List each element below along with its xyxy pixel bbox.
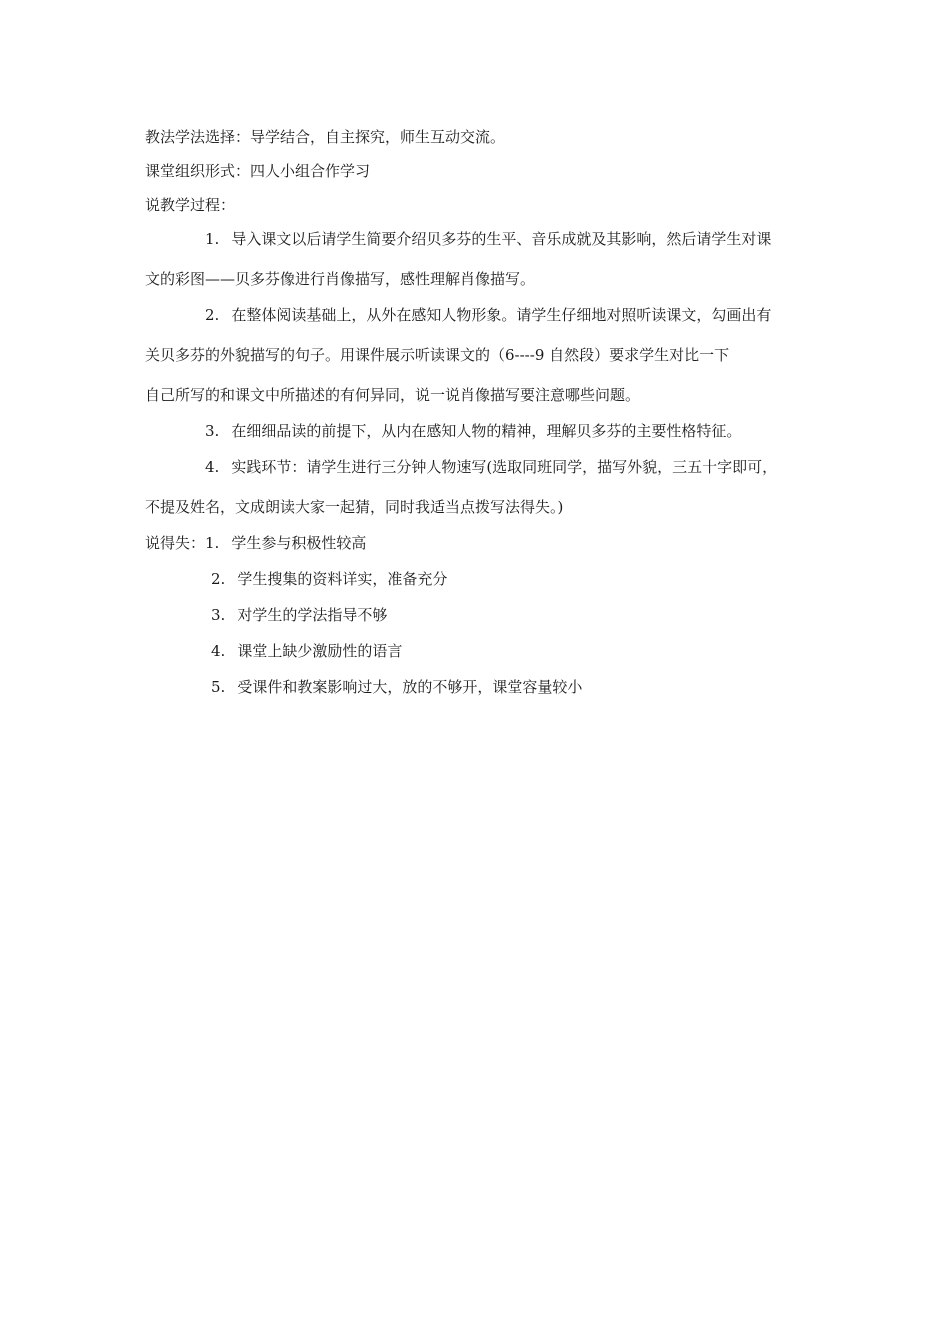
gain-text: 学生参与积极性较高 (231, 534, 367, 552)
step-text: 自己所写的和课文中所描述的有何异同，说一说肖像描写要注意哪些问题。 (145, 386, 641, 404)
gain-item-2 (145, 567, 825, 603)
step-number: 2. (205, 306, 220, 324)
gain-text: 对学生的学法指导不够 (237, 606, 388, 624)
step-text: 实践环节：请学生进行三分钟人物速写(选取同班同学，描写外貌，三五十字即可， (231, 458, 778, 476)
gain-number: 1. (205, 534, 220, 552)
process-step-2 (145, 303, 825, 419)
gain-number: 2. (211, 570, 226, 588)
process-step-3 (145, 419, 825, 455)
gain-text: 学生搜集的资料详实，准备充分 (237, 570, 448, 588)
step-number: 4. (205, 458, 220, 476)
step-text: 在细细品读的前提下，从内在感知人物的精神，理解贝多芬的主要性格特征。 (231, 422, 742, 440)
process-step-1 (145, 227, 825, 303)
gain-text: 受课件和教案影响过大，放的不够开，课堂容量较小 (237, 678, 583, 696)
gain-item-5 (145, 675, 825, 711)
gain-number: 5. (211, 678, 226, 696)
methods-line: 教法学法选择：导学结合，自主探究，师生互动交流。 (145, 128, 506, 146)
gain-text: 课堂上缺少激励性的语言 (237, 642, 403, 660)
step-text: 不提及姓名，文成朗读大家一起猜，同时我适当点拨写法得失。) (145, 498, 564, 516)
gain-number: 4. (211, 642, 226, 660)
step-text: 关贝多芬的外貌描写的句子。用课件展示听读课文的（6----9 自然段）要求学生对比一下 (145, 346, 730, 364)
gain-item-3 (145, 603, 825, 639)
step-text: 文的彩图——贝多芬像进行肖像描写，感性理解肖像描写。 (145, 270, 536, 288)
gains-section (145, 531, 825, 711)
step-number: 1. (205, 230, 220, 248)
step-text: 导入课文以后请学生简要介绍贝多芬的生平、音乐成就及其影响，然后请学生对课 (231, 230, 772, 248)
organization-line: 课堂组织形式：四人小组合作学习 (145, 162, 371, 180)
process-heading: 说教学过程： (145, 196, 236, 214)
gain-item-4 (145, 639, 825, 675)
gains-label: 说得失： (145, 534, 206, 552)
document-body (145, 125, 825, 711)
process-step-4 (145, 455, 825, 531)
step-number: 3. (205, 422, 220, 440)
gain-number: 3. (211, 606, 226, 624)
step-text: 在整体阅读基础上，从外在感知人物形象。请学生仔细地对照听读课文，勾画出有 (231, 306, 772, 324)
